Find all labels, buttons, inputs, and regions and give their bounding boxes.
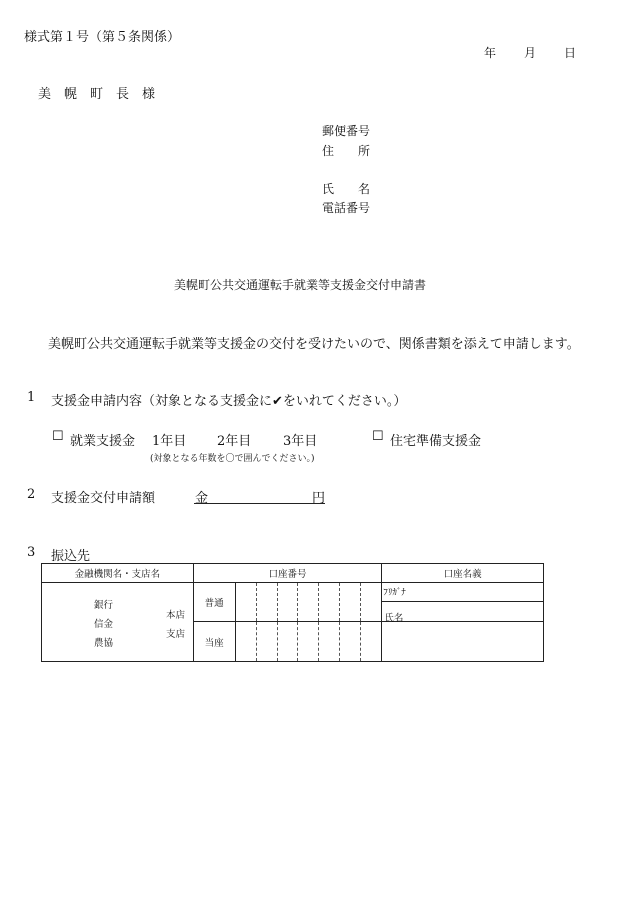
section-3-number: 3 [27, 545, 36, 560]
date-day-label: 日 [564, 46, 577, 60]
housing-checkbox[interactable]: ☐ [372, 429, 384, 444]
bank-type-shinkin: 信金 [94, 619, 114, 630]
holder-name-label: 氏名 [384, 613, 404, 624]
section-3-heading: 振込先 [51, 549, 91, 564]
bank-type-nokyo: 農協 [94, 638, 114, 649]
section-1-number: 1 [27, 390, 36, 405]
furigana-label: ﾌﾘｶﾞﾅ [383, 588, 406, 598]
address-label: 住 所 [322, 144, 371, 158]
year-option-2[interactable]: 2年目 [217, 434, 252, 449]
year-option-3[interactable]: 3年目 [283, 434, 318, 449]
name-label: 氏 名 [322, 182, 371, 196]
amount-unit: 円 [311, 491, 325, 506]
employment-support-label: 就業支援金 [70, 434, 136, 449]
bank-transfer-table [41, 563, 544, 662]
document-title: 美幌町公共交通運転手就業等支援金交付申請書 [174, 278, 427, 292]
holder-divider [382, 601, 543, 602]
account-number-cells-regular[interactable] [235, 583, 382, 622]
branch-type-branch: 支店 [166, 629, 186, 640]
section-1-heading: 支援金申請内容（対象となる支援金に✔をいれてください。） [51, 394, 407, 409]
employment-checkbox[interactable]: ☐ [52, 429, 64, 444]
holder-name-cell[interactable] [382, 613, 544, 662]
housing-support-label: 住宅準備支援金 [390, 434, 482, 449]
form-number: 様式第１号（第５条関係） [24, 30, 181, 45]
year-option-1[interactable]: 1年目 [152, 434, 187, 449]
account-number-cells-current[interactable] [235, 622, 382, 662]
holder-column-header: 口座名義 [382, 564, 544, 583]
account-type-regular[interactable]: 普通 [193, 583, 235, 622]
account-column-header: 口座番号 [193, 564, 382, 583]
bank-type-bank: 銀行 [94, 600, 114, 611]
addressee: 美 幌 町 長 様 [38, 87, 156, 102]
intro-text: 美幌町公共交通運転手就業等支援金の交付を受けたいので、関係書類を添えて申請します。 [48, 337, 580, 352]
account-type-current[interactable]: 当座 [193, 622, 235, 662]
amount-field[interactable] [194, 487, 325, 504]
bank-name-cell[interactable] [42, 583, 194, 662]
branch-type-main: 本店 [166, 610, 186, 621]
years-note: (対象となる年数を〇で囲んでください。) [150, 454, 315, 464]
phone-label: 電話番号 [322, 201, 371, 215]
holder-cell [382, 583, 544, 622]
date-year-label: 年 [484, 46, 497, 60]
bank-column-header: 金融機関名・支店名 [42, 564, 194, 583]
section-2-number: 2 [27, 487, 36, 502]
amount-prefix: 金 [195, 491, 209, 506]
postal-code-label: 郵便番号 [322, 124, 371, 138]
date-month-label: 月 [524, 46, 537, 60]
section-2-heading: 支援金交付申請額 [51, 491, 156, 506]
